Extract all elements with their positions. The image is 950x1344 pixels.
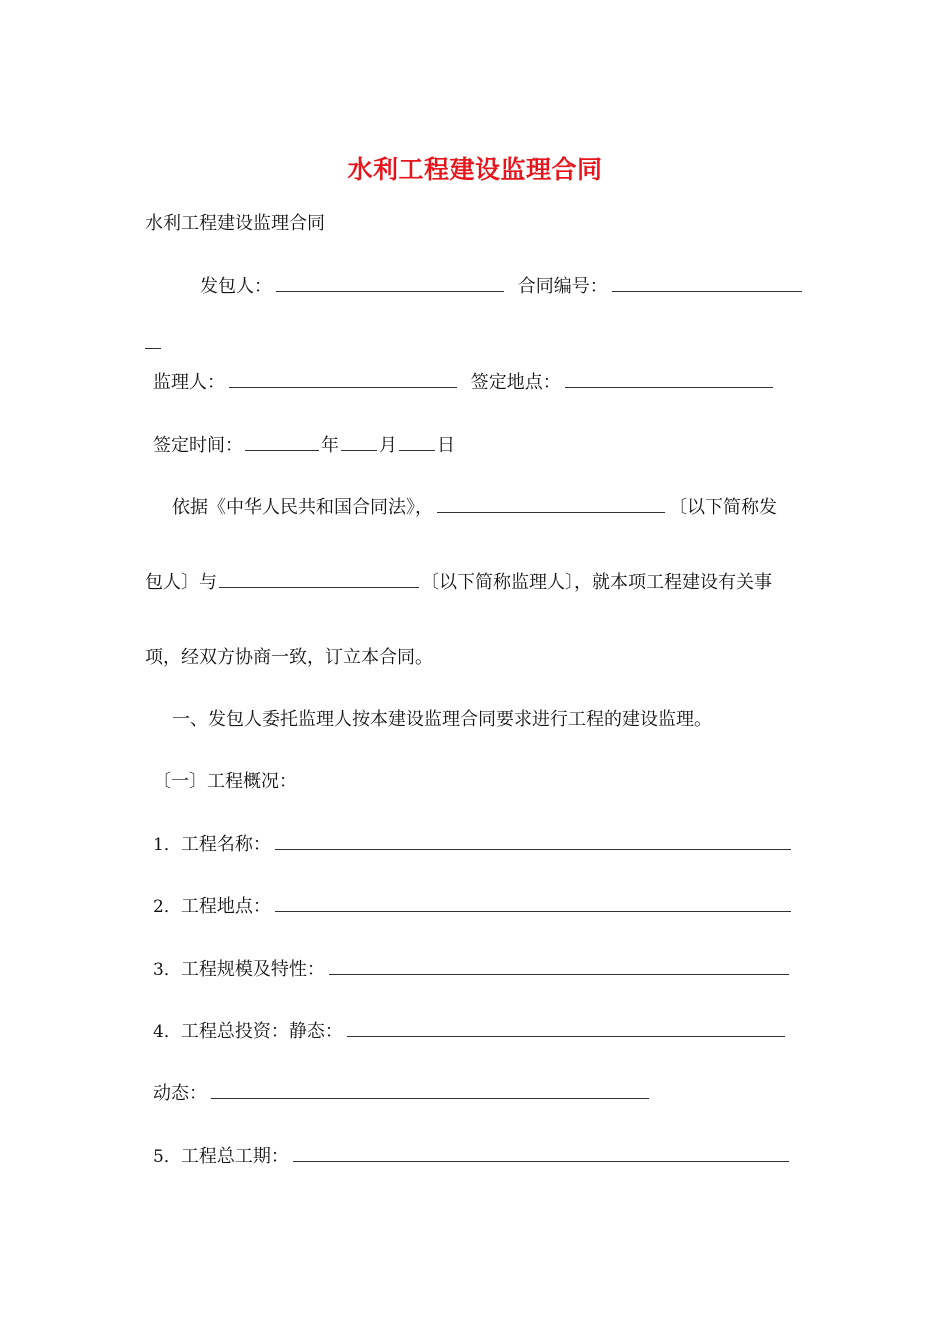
section-1-heading: 一、发包人委托监理人按本建设监理合同要求进行工程的建设监理。 [172,709,712,730]
sign-time-row [153,432,455,459]
item-project-name [153,831,795,858]
employer-blank[interactable] [276,273,504,292]
item-number: 5． [153,1147,181,1167]
static-investment-blank[interactable] [347,1018,785,1037]
item-project-location [153,893,795,920]
item-label: 工程地点： [180,896,271,917]
sign-place-blank[interactable] [565,369,773,388]
item-label: 工程总工期： [180,1146,289,1167]
para1-line2 [145,569,805,596]
para1-c: 包人〕与 [145,572,217,593]
contract-no-blank-continued [145,330,161,357]
item-number: 2． [153,897,181,917]
contract-no-label: 合同编号： [517,276,608,297]
subsection-1-heading: 〔一〕工程概况： [153,771,297,792]
month-label: 月 [379,435,397,456]
item-total-investment [153,1018,789,1045]
para1-line3: 项，经双方协商一致，订立本合同。 [145,647,433,668]
subtitle: 水利工程建设监理合同 [145,213,325,234]
supervisor-name-blank[interactable] [219,569,419,588]
year-label: 年 [321,435,339,456]
project-location-blank[interactable] [275,893,791,912]
employer-label: 发包人： [200,276,272,297]
document-title: 水利工程建设监理合同 [347,155,603,184]
item-number: 4． [153,1022,181,1042]
project-scale-blank[interactable] [329,956,789,975]
day-label: 日 [437,435,455,456]
supervisor-blank[interactable] [229,369,457,388]
para1-d: 〔以下简称监理人〕，就本项工程建设有关事 [421,572,772,593]
item-number: 3． [153,960,181,980]
project-name-blank[interactable] [275,831,791,850]
item-label: 工程规模及特性： [180,959,325,980]
dynamic-label: 动态： [153,1083,207,1104]
month-blank[interactable] [341,432,377,451]
year-blank[interactable] [245,432,319,451]
item-label: 工程名称： [180,834,271,855]
para1-line1 [172,494,805,521]
item-label: 工程总投资：静态： [180,1021,343,1042]
supervisor-row [153,369,777,396]
para1-a: 依据《中华人民共和国合同法》， [172,497,433,518]
supervisor-label: 监理人： [153,372,225,393]
contract-no-blank[interactable] [612,273,802,292]
item-project-scale [153,956,793,983]
item-total-duration [153,1143,793,1170]
dynamic-investment-blank[interactable] [211,1080,649,1099]
contract-no-blank-tail[interactable] [145,330,161,349]
item-number: 1． [153,835,181,855]
sign-place-label: 签定地点： [470,372,561,393]
employer-row [200,273,806,300]
total-duration-blank[interactable] [293,1143,789,1162]
employer-name-blank[interactable] [437,494,665,513]
sign-time-label: 签定时间： [153,435,243,456]
para1-b: 〔以下简称发 [669,497,777,518]
item-dynamic-investment [153,1080,653,1107]
day-blank[interactable] [399,432,435,451]
